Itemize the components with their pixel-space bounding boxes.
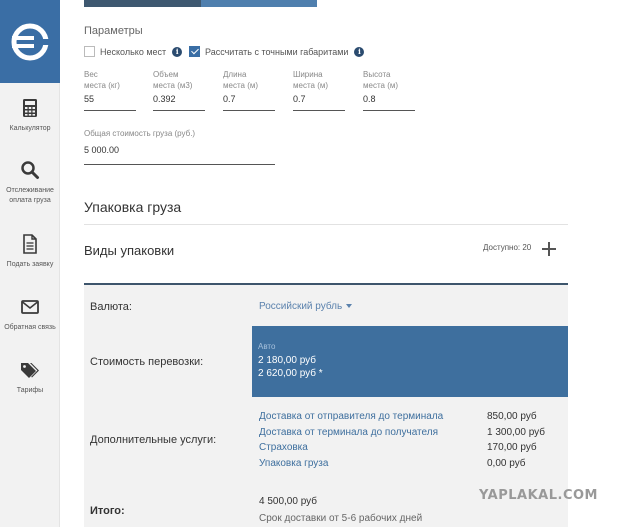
sidebar-item-label: Тарифы: [16, 387, 44, 394]
watermark: YAPLAKAL.COM: [479, 488, 598, 503]
service-link[interactable]: Страховка: [259, 442, 308, 453]
add-packaging-plus-icon[interactable]: [541, 241, 557, 257]
weight-input[interactable]: 55: [84, 94, 136, 111]
extra-services-label: Дополнительные услуги:: [90, 434, 217, 446]
field-label: Объем: [153, 70, 179, 79]
height-input[interactable]: 0.8: [363, 94, 415, 111]
volume-input[interactable]: 0.392: [153, 94, 205, 111]
service-price: 0,00 руб: [487, 458, 526, 469]
price-line: 2 180,00 руб: [258, 355, 316, 366]
checkbox-box[interactable]: [84, 46, 95, 57]
service-price: 1 300,00 руб: [487, 427, 545, 438]
service-link[interactable]: Упаковка груза: [259, 458, 329, 469]
delivery-term: Срок доставки от 5-6 рабочих дней: [259, 513, 423, 524]
length-input[interactable]: 0.7: [223, 94, 275, 111]
packaging-title: Упаковка груза: [84, 199, 182, 215]
height-field[interactable]: [363, 69, 415, 111]
currency-select[interactable]: [259, 301, 352, 312]
info-icon[interactable]: i: [172, 47, 182, 57]
brand-logo[interactable]: [0, 0, 60, 83]
sidebar-item-label: Отслеживание оплата груза: [6, 187, 54, 204]
sidebar-item-feedback[interactable]: [0, 297, 60, 333]
width-field[interactable]: [293, 69, 345, 111]
available-count: Доступно: 20: [483, 243, 532, 252]
transport-type: Авто: [258, 342, 276, 351]
sidebar-item-tracking[interactable]: [0, 160, 60, 206]
search-icon: [20, 160, 40, 180]
checkbox-exact-dimensions[interactable]: [189, 46, 364, 57]
sidebar-item-calculator[interactable]: [0, 98, 60, 134]
width-input[interactable]: 0.7: [293, 94, 345, 111]
field-label: места (м): [223, 81, 259, 90]
service-price: 170,00 руб: [487, 442, 537, 453]
checkbox-label: Несколько мест: [100, 46, 167, 57]
field-label: места (м3): [153, 81, 193, 90]
currency-value: Российский рубль: [259, 301, 343, 312]
length-field[interactable]: [223, 69, 275, 111]
field-label: Высота: [363, 70, 391, 79]
sidebar-item-label: Калькулятор: [9, 125, 51, 132]
service-link[interactable]: Доставка от отправителя до терминала: [259, 411, 444, 422]
weight-field[interactable]: [84, 69, 136, 111]
logo-icon: [10, 22, 50, 62]
total-value: 4 500,00 руб: [259, 496, 317, 507]
tab-second[interactable]: [201, 0, 317, 7]
envelope-icon: [20, 297, 40, 317]
sidebar-item-label: Обратная связь: [4, 324, 56, 331]
price-line: 2 620,00 руб *: [258, 368, 323, 379]
params-title: Параметры: [84, 25, 143, 37]
sidebar-item-request[interactable]: [0, 234, 60, 270]
info-icon[interactable]: i: [354, 47, 364, 57]
field-label: места (м): [293, 81, 329, 90]
sidebar-item-tariffs[interactable]: [0, 360, 60, 396]
currency-label: Валюта:: [90, 301, 132, 313]
caret-down-icon: [346, 304, 352, 308]
field-label: места (кг): [84, 81, 120, 90]
total-cost-field[interactable]: [84, 128, 275, 165]
field-label: Общая стоимость груза (руб.): [84, 129, 196, 138]
field-label: Ширина: [293, 70, 323, 79]
packaging-types-title: Виды упаковки: [84, 243, 175, 258]
sidebar-item-label: Подать заявку: [6, 261, 54, 268]
checkbox-multiple-places[interactable]: [84, 46, 182, 57]
calculator-icon: [20, 98, 40, 118]
document-icon: [20, 234, 40, 254]
price-box[interactable]: [252, 326, 568, 397]
volume-field[interactable]: [153, 69, 205, 111]
sidebar: [0, 0, 60, 527]
tab-first[interactable]: [84, 0, 201, 7]
field-label: места (м): [363, 81, 399, 90]
field-label: Вес: [84, 70, 98, 79]
total-label: Итого:: [90, 505, 125, 517]
total-cost-input[interactable]: 5 000.00: [84, 145, 275, 165]
divider: [84, 224, 568, 225]
cost-label: Стоимость перевозки:: [90, 356, 204, 368]
checkbox-box[interactable]: [189, 46, 200, 57]
service-link[interactable]: Доставка от терминала до получателя: [259, 427, 438, 438]
field-label: Длина: [223, 70, 247, 79]
top-tabs: [84, 0, 317, 7]
checkbox-label: Рассчитать с точными габаритами: [205, 46, 349, 57]
tags-icon: [20, 360, 40, 380]
service-price: 850,00 руб: [487, 411, 537, 422]
